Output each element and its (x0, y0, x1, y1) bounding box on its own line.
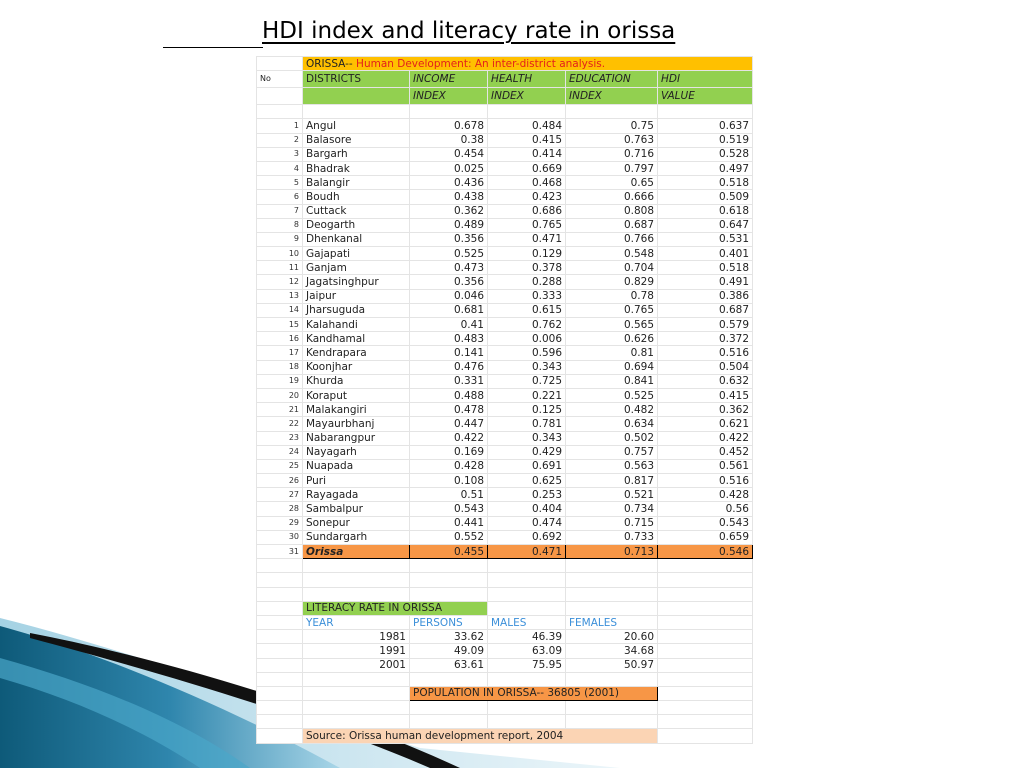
row-number: 6 (257, 190, 303, 204)
blank-row (257, 573, 753, 587)
row-number: 26 (257, 474, 303, 488)
state-name: Orissa (303, 545, 410, 559)
district-row (257, 403, 753, 417)
hdi-value: 0.621 (658, 417, 753, 431)
state-income-index: 0.455 (410, 545, 488, 559)
hdi-value: 0.504 (658, 360, 753, 374)
district-name: Malakangiri (303, 403, 410, 417)
title-underline-rule (163, 47, 263, 48)
row-number: 28 (257, 502, 303, 516)
row-number: 7 (257, 204, 303, 218)
district-name: Cuttack (303, 204, 410, 218)
income-index: 0.436 (410, 176, 488, 190)
blank-row (257, 715, 753, 729)
district-row (257, 530, 753, 544)
district-row (257, 261, 753, 275)
income-index: 0.681 (410, 303, 488, 317)
hdi-value: 0.632 (658, 374, 753, 388)
income-index: 0.478 (410, 403, 488, 417)
header-no: No (257, 71, 303, 88)
literacy-row (257, 658, 753, 672)
education-index: 0.715 (566, 516, 658, 530)
banner-prefix: ORISSA-- (306, 57, 353, 70)
health-index: 0.415 (488, 133, 566, 147)
education-index: 0.482 (566, 403, 658, 417)
district-row (257, 388, 753, 402)
banner-text: Human Development: An inter-district analysis. (352, 57, 606, 70)
district-name: Bargarh (303, 147, 410, 161)
hdi-value: 0.452 (658, 445, 753, 459)
hdi-value: 0.415 (658, 388, 753, 402)
literacy-females: 20.60 (566, 630, 658, 644)
state-hdi-value: 0.546 (658, 545, 753, 559)
health-index: 0.765 (488, 218, 566, 232)
district-name: Mayaurbhanj (303, 417, 410, 431)
banner-row (257, 57, 753, 71)
education-index: 0.548 (566, 247, 658, 261)
district-row (257, 247, 753, 261)
income-index: 0.473 (410, 261, 488, 275)
district-name: Kandhamal (303, 332, 410, 346)
district-name: Balasore (303, 133, 410, 147)
health-index: 0.125 (488, 403, 566, 417)
row-number: 29 (257, 516, 303, 530)
education-index: 0.757 (566, 445, 658, 459)
health-index: 0.414 (488, 147, 566, 161)
health-index: 0.615 (488, 303, 566, 317)
header-income-2: INDEX (410, 88, 488, 105)
hdi-value: 0.647 (658, 218, 753, 232)
income-index: 0.362 (410, 204, 488, 218)
health-index: 0.404 (488, 502, 566, 516)
population-row (257, 686, 753, 700)
hdi-value: 0.497 (658, 161, 753, 175)
education-index: 0.797 (566, 161, 658, 175)
district-name: Nayagarh (303, 445, 410, 459)
state-education-index: 0.713 (566, 545, 658, 559)
row-number: 27 (257, 488, 303, 502)
row-number: 14 (257, 303, 303, 317)
literacy-header-persons: PERSONS (410, 615, 488, 629)
district-name: Khurda (303, 374, 410, 388)
health-index: 0.129 (488, 247, 566, 261)
hdi-value: 0.637 (658, 119, 753, 133)
health-index: 0.484 (488, 119, 566, 133)
district-row (257, 374, 753, 388)
income-index: 0.441 (410, 516, 488, 530)
blank-row (257, 559, 753, 573)
health-index: 0.423 (488, 190, 566, 204)
district-row (257, 488, 753, 502)
hdi-value: 0.687 (658, 303, 753, 317)
header-health-2: INDEX (488, 88, 566, 105)
district-name: Bhadrak (303, 161, 410, 175)
district-name: Koonjhar (303, 360, 410, 374)
row-number: 17 (257, 346, 303, 360)
literacy-row (257, 630, 753, 644)
literacy-persons: 63.61 (410, 658, 488, 672)
row-number: 15 (257, 318, 303, 332)
row-number: 30 (257, 530, 303, 544)
income-index: 0.38 (410, 133, 488, 147)
district-name: Rayagada (303, 488, 410, 502)
income-index: 0.356 (410, 275, 488, 289)
education-index: 0.704 (566, 261, 658, 275)
district-name: Deogarth (303, 218, 410, 232)
income-index: 0.483 (410, 332, 488, 346)
blank-row (257, 587, 753, 601)
literacy-title-row (257, 601, 753, 615)
row-number: 12 (257, 275, 303, 289)
education-index: 0.734 (566, 502, 658, 516)
literacy-header-year: YEAR (303, 615, 410, 629)
district-name: Boudh (303, 190, 410, 204)
income-index: 0.331 (410, 374, 488, 388)
district-row (257, 431, 753, 445)
income-index: 0.447 (410, 417, 488, 431)
row-number: 11 (257, 261, 303, 275)
blank-row (257, 672, 753, 686)
income-index: 0.046 (410, 289, 488, 303)
education-index: 0.765 (566, 303, 658, 317)
literacy-year: 1981 (303, 630, 410, 644)
header-education-1: EDUCATION (566, 71, 658, 88)
district-name: Kendrapara (303, 346, 410, 360)
income-index: 0.525 (410, 247, 488, 261)
education-index: 0.78 (566, 289, 658, 303)
district-name: Koraput (303, 388, 410, 402)
row-number: 21 (257, 403, 303, 417)
district-name: Jharsuguda (303, 303, 410, 317)
education-index: 0.75 (566, 119, 658, 133)
health-index: 0.691 (488, 459, 566, 473)
district-row (257, 474, 753, 488)
education-index: 0.763 (566, 133, 658, 147)
literacy-header-females: FEMALES (566, 615, 658, 629)
education-index: 0.521 (566, 488, 658, 502)
income-index: 0.552 (410, 530, 488, 544)
header-hdi-1: HDI (658, 71, 753, 88)
education-index: 0.502 (566, 431, 658, 445)
education-index: 0.808 (566, 204, 658, 218)
health-index: 0.333 (488, 289, 566, 303)
health-index: 0.343 (488, 431, 566, 445)
education-index: 0.733 (566, 530, 658, 544)
header-health-1: HEALTH (488, 71, 566, 88)
slide-title-area (163, 18, 723, 50)
district-row (257, 445, 753, 459)
district-row (257, 133, 753, 147)
education-index: 0.817 (566, 474, 658, 488)
row-number: 25 (257, 459, 303, 473)
row-number: 3 (257, 147, 303, 161)
row-number: 18 (257, 360, 303, 374)
literacy-row (257, 644, 753, 658)
hdi-value: 0.372 (658, 332, 753, 346)
literacy-females: 50.97 (566, 658, 658, 672)
row-number: 24 (257, 445, 303, 459)
hdi-value: 0.659 (658, 530, 753, 544)
district-row (257, 119, 753, 133)
income-index: 0.356 (410, 232, 488, 246)
literacy-title: LITERACY RATE IN ORISSA (303, 601, 488, 615)
income-index: 0.678 (410, 119, 488, 133)
income-index: 0.141 (410, 346, 488, 360)
district-name: Angul (303, 119, 410, 133)
district-row (257, 204, 753, 218)
literacy-header-row (257, 615, 753, 629)
education-index: 0.65 (566, 176, 658, 190)
district-row (257, 176, 753, 190)
income-index: 0.476 (410, 360, 488, 374)
health-index: 0.762 (488, 318, 566, 332)
district-name: Sonepur (303, 516, 410, 530)
literacy-females: 34.68 (566, 644, 658, 658)
state-total-row (257, 545, 753, 559)
row-number: 16 (257, 332, 303, 346)
health-index: 0.429 (488, 445, 566, 459)
literacy-persons: 33.62 (410, 630, 488, 644)
district-name: Kalahandi (303, 318, 410, 332)
district-row (257, 218, 753, 232)
hdi-value: 0.579 (658, 318, 753, 332)
district-row (257, 360, 753, 374)
hdi-value: 0.401 (658, 247, 753, 261)
district-name: Puri (303, 474, 410, 488)
spreadsheet-table (256, 56, 753, 744)
district-name: Nabarangpur (303, 431, 410, 445)
district-row (257, 332, 753, 346)
health-index: 0.781 (488, 417, 566, 431)
education-index: 0.565 (566, 318, 658, 332)
row-number: 13 (257, 289, 303, 303)
hdi-value: 0.528 (658, 147, 753, 161)
row-number: 9 (257, 232, 303, 246)
health-index: 0.474 (488, 516, 566, 530)
education-index: 0.766 (566, 232, 658, 246)
education-index: 0.626 (566, 332, 658, 346)
hdi-value: 0.519 (658, 133, 753, 147)
health-index: 0.471 (488, 232, 566, 246)
district-name: Sambalpur (303, 502, 410, 516)
row-number: 31 (257, 545, 303, 559)
district-name: Gajapati (303, 247, 410, 261)
education-index: 0.716 (566, 147, 658, 161)
literacy-year: 1991 (303, 644, 410, 658)
literacy-year: 2001 (303, 658, 410, 672)
district-row (257, 459, 753, 473)
state-health-index: 0.471 (488, 545, 566, 559)
income-index: 0.488 (410, 388, 488, 402)
row-number: 19 (257, 374, 303, 388)
hdi-value: 0.618 (658, 204, 753, 218)
income-index: 0.025 (410, 161, 488, 175)
income-index: 0.428 (410, 459, 488, 473)
health-index: 0.468 (488, 176, 566, 190)
hdi-value: 0.531 (658, 232, 753, 246)
income-index: 0.41 (410, 318, 488, 332)
header-districts: DISTRICTS (303, 71, 410, 88)
literacy-header-males: MALES (488, 615, 566, 629)
row-number: 2 (257, 133, 303, 147)
hdi-value: 0.362 (658, 403, 753, 417)
hdi-value: 0.56 (658, 502, 753, 516)
district-row (257, 346, 753, 360)
education-index: 0.634 (566, 417, 658, 431)
health-index: 0.725 (488, 374, 566, 388)
hdi-value: 0.386 (658, 289, 753, 303)
education-index: 0.687 (566, 218, 658, 232)
header-row-2 (257, 88, 753, 105)
banner-cell (303, 57, 753, 71)
slide-title: HDI index and literacy rate in orissa (262, 18, 676, 44)
district-row (257, 318, 753, 332)
health-index: 0.692 (488, 530, 566, 544)
hdi-value: 0.422 (658, 431, 753, 445)
district-row (257, 516, 753, 530)
header-income-1: INCOME (410, 71, 488, 88)
district-row (257, 502, 753, 516)
health-index: 0.006 (488, 332, 566, 346)
district-name: Jagatsinghpur (303, 275, 410, 289)
blank-row (257, 701, 753, 715)
hdi-value: 0.428 (658, 488, 753, 502)
spacer-row (257, 105, 753, 119)
district-row (257, 147, 753, 161)
district-name: Sundargarh (303, 530, 410, 544)
row-number: 4 (257, 161, 303, 175)
education-index: 0.841 (566, 374, 658, 388)
literacy-persons: 49.09 (410, 644, 488, 658)
income-index: 0.169 (410, 445, 488, 459)
row-number: 8 (257, 218, 303, 232)
income-index: 0.51 (410, 488, 488, 502)
education-index: 0.563 (566, 459, 658, 473)
health-index: 0.253 (488, 488, 566, 502)
health-index: 0.596 (488, 346, 566, 360)
source-row (257, 729, 753, 743)
hdi-value: 0.543 (658, 516, 753, 530)
health-index: 0.221 (488, 388, 566, 402)
district-name: Balangir (303, 176, 410, 190)
district-row (257, 161, 753, 175)
income-index: 0.543 (410, 502, 488, 516)
district-row (257, 417, 753, 431)
hdi-value: 0.516 (658, 474, 753, 488)
education-index: 0.81 (566, 346, 658, 360)
health-index: 0.669 (488, 161, 566, 175)
health-index: 0.343 (488, 360, 566, 374)
income-index: 0.454 (410, 147, 488, 161)
income-index: 0.489 (410, 218, 488, 232)
literacy-males: 75.95 (488, 658, 566, 672)
district-row (257, 232, 753, 246)
health-index: 0.378 (488, 261, 566, 275)
district-name: Ganjam (303, 261, 410, 275)
header-hdi-2: VALUE (658, 88, 753, 105)
health-index: 0.288 (488, 275, 566, 289)
district-row (257, 190, 753, 204)
row-number: 1 (257, 119, 303, 133)
hdi-value: 0.518 (658, 176, 753, 190)
income-index: 0.438 (410, 190, 488, 204)
row-number: 5 (257, 176, 303, 190)
source-note: Source: Orissa human development report, 2004 (303, 729, 658, 743)
hdi-value: 0.561 (658, 459, 753, 473)
district-name: Nuapada (303, 459, 410, 473)
income-index: 0.108 (410, 474, 488, 488)
population-note: POPULATION IN ORISSA-- 36805 (2001) (410, 686, 658, 700)
header-education-2: INDEX (566, 88, 658, 105)
district-name: Jaipur (303, 289, 410, 303)
row-number: 20 (257, 388, 303, 402)
row-number: 10 (257, 247, 303, 261)
district-row (257, 289, 753, 303)
education-index: 0.694 (566, 360, 658, 374)
literacy-males: 46.39 (488, 630, 566, 644)
education-index: 0.829 (566, 275, 658, 289)
hdi-value: 0.516 (658, 346, 753, 360)
health-index: 0.625 (488, 474, 566, 488)
district-row (257, 303, 753, 317)
hdi-value: 0.491 (658, 275, 753, 289)
hdi-value: 0.509 (658, 190, 753, 204)
district-name: Dhenkanal (303, 232, 410, 246)
income-index: 0.422 (410, 431, 488, 445)
row-number: 22 (257, 417, 303, 431)
education-index: 0.525 (566, 388, 658, 402)
header-row-1 (257, 71, 753, 88)
education-index: 0.666 (566, 190, 658, 204)
literacy-males: 63.09 (488, 644, 566, 658)
hdi-value: 0.518 (658, 261, 753, 275)
row-number: 23 (257, 431, 303, 445)
health-index: 0.686 (488, 204, 566, 218)
district-row (257, 275, 753, 289)
